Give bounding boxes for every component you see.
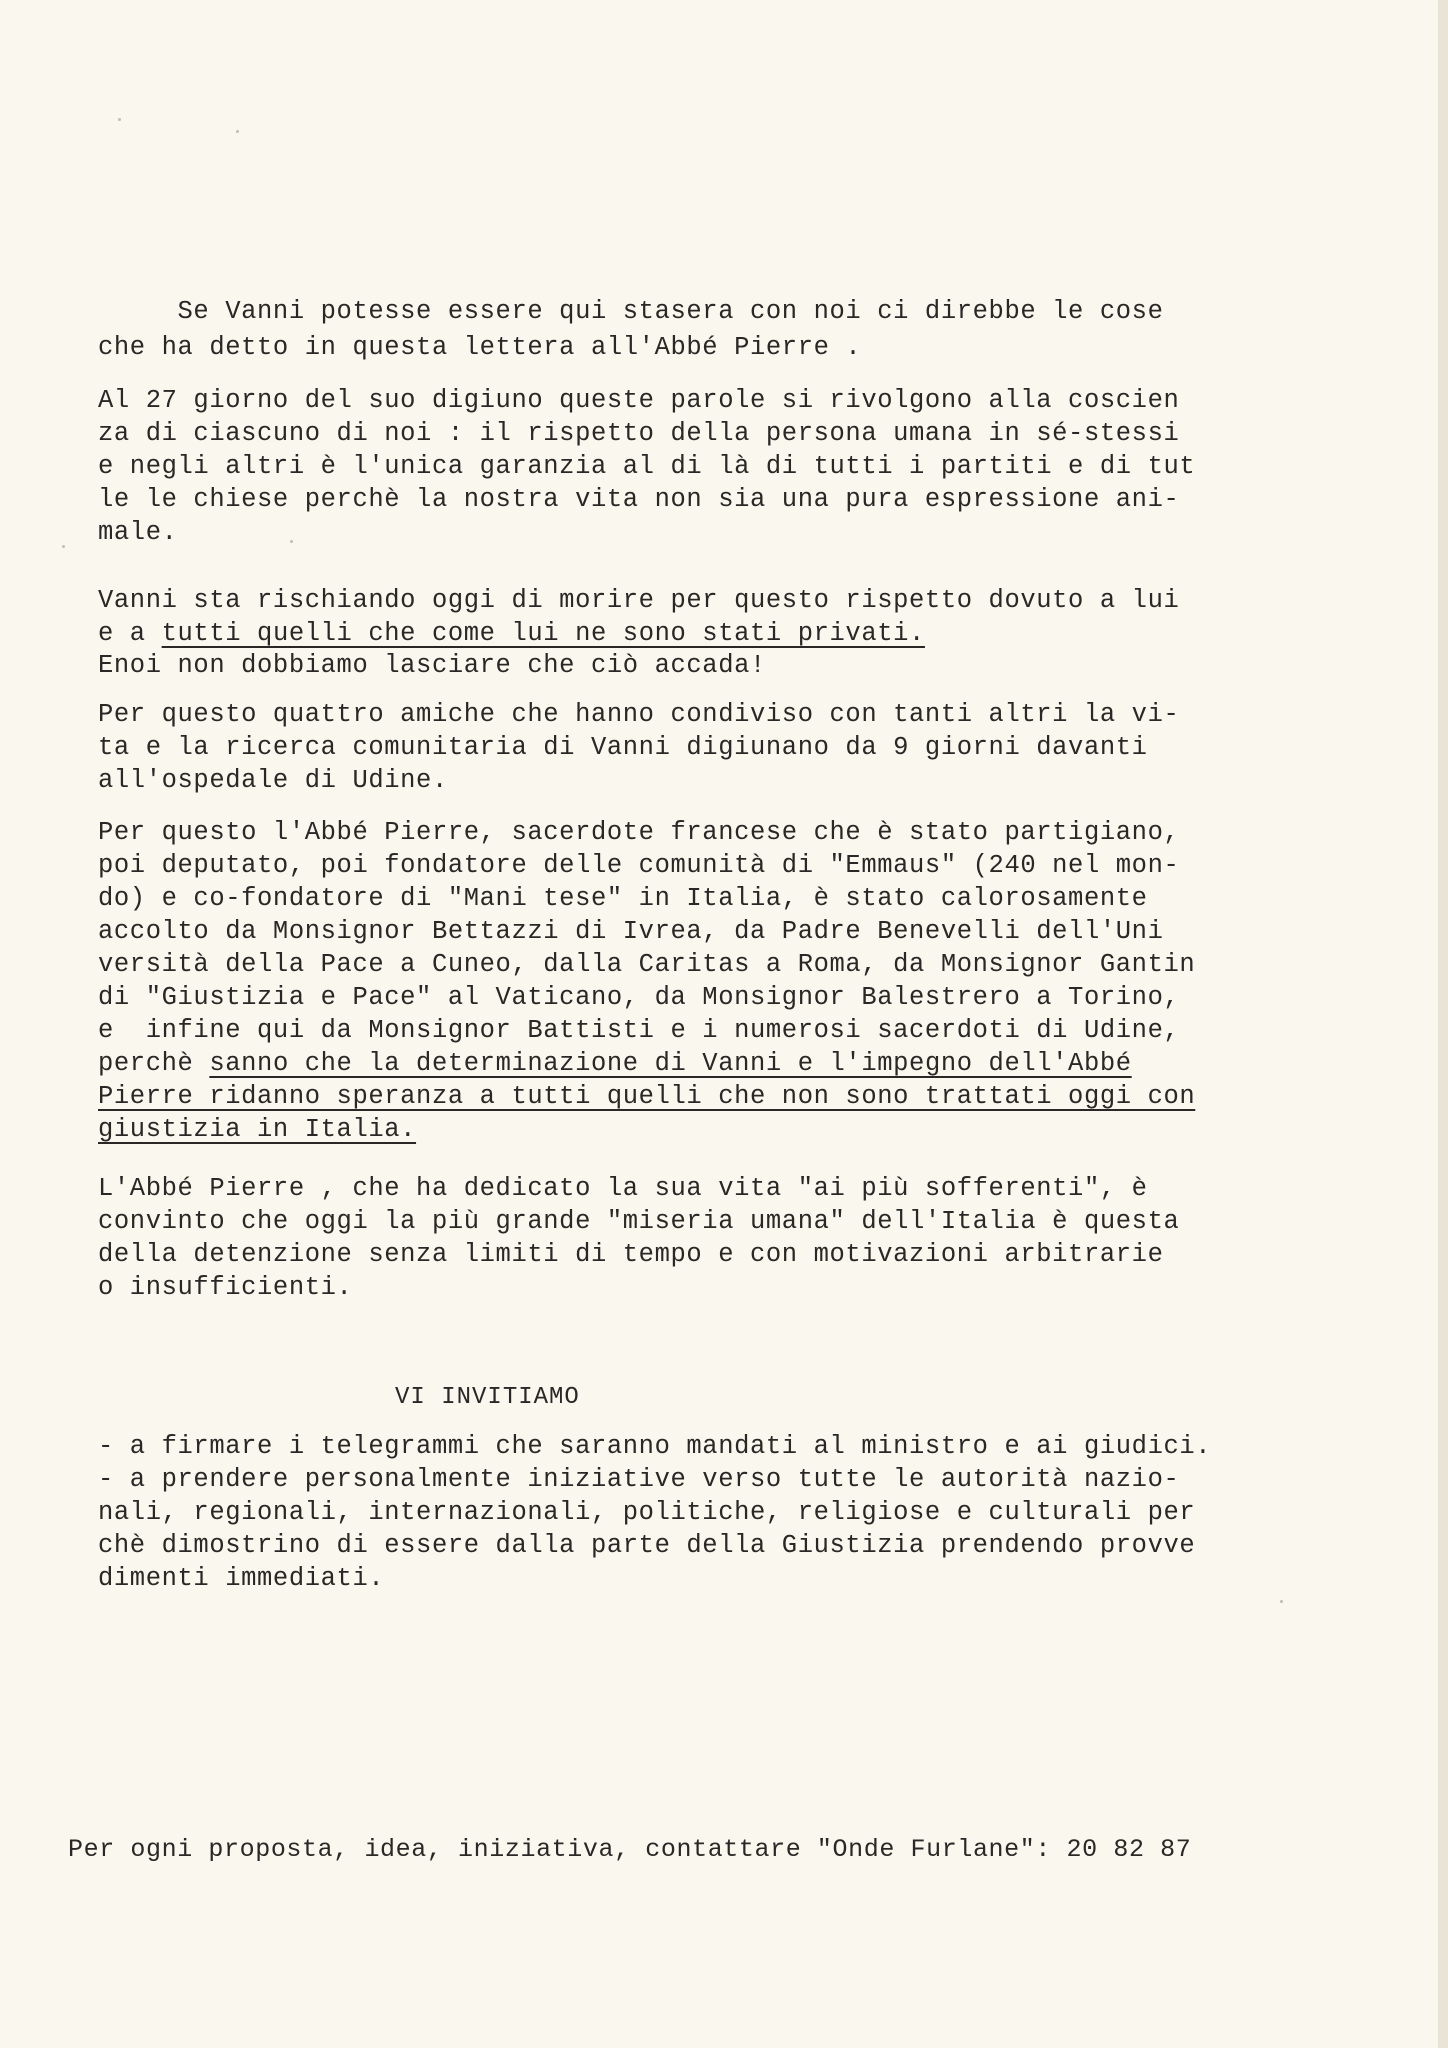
text-line: dimenti immediati. [98, 1564, 385, 1593]
text-line: e infine qui da Monsignor Battisti e i numerosi sacerdoti di Udine, [98, 1016, 1180, 1045]
text-line [98, 619, 925, 649]
text-line: male. [98, 518, 178, 547]
text-line: - a firmare i telegrammi che saranno mandati al ministro e ai giudici. [98, 1432, 1212, 1461]
text-line: ta e la ricerca comunitaria di Vanni digiunano da 9 giorni davanti [98, 733, 1148, 762]
text-line: che ha detto in questa lettera all'Abbé Pierre . [98, 333, 862, 362]
text-line: all'ospedale di Udine. [98, 766, 448, 795]
paper-speck [118, 118, 121, 121]
text-line: della detenzione senza limiti di tempo e con motivazioni arbitrarie [98, 1240, 1164, 1269]
text-line: e negli altri è l'unica garanzia al di là di tutti i partiti e di tut [98, 452, 1196, 481]
text-line: za di ciascuno di noi : il rispetto della persona umana in sé-stessi [98, 419, 1180, 448]
footer-contact: Per ogni proposta, idea, iniziativa, contattare "Onde Furlane": 20 82 87 [68, 1835, 1192, 1864]
text-line: versità della Pace a Cuneo, dalla Caritas a Roma, da Monsignor Gantin [98, 950, 1196, 979]
paper-speck [290, 540, 293, 543]
underlined-text: Pierre ridanno speranza a tutti quelli che non sono trattati oggi con [98, 1082, 1196, 1111]
paper-speck [1280, 1600, 1283, 1603]
paper-speck [62, 545, 65, 548]
underlined-text: giustizia in Italia. [98, 1115, 417, 1144]
text-line [98, 1049, 1132, 1079]
text-line: chè dimostrino di essere dalla parte della Giustizia prendendo provve [98, 1531, 1196, 1560]
text-line: convinto che oggi la più grande "miseria umana" dell'Italia è questa [98, 1207, 1180, 1236]
section-heading: VI INVITIAMO [395, 1384, 580, 1411]
text-line: - a prendere personalmente iniziative verso tutte le autorità nazio- [98, 1465, 1180, 1494]
text-line: Vanni sta rischiando oggi di morire per questo rispetto dovuto a lui [98, 586, 1180, 615]
text-line: di "Giustizia e Pace" al Vaticano, da Monsignor Balestrero a Torino, [98, 983, 1180, 1012]
text-line: o insufficienti. [98, 1273, 353, 1302]
text-line: Enoi non dobbiamo lasciare che ciò accada! [98, 651, 766, 680]
text-line: do) e co-fondatore di "Mani tese" in Italia, è stato calorosamente [98, 884, 1148, 913]
text-line: L'Abbé Pierre , che ha dedicato la sua vita "ai più sofferenti", è [98, 1174, 1148, 1203]
text-line: nali, regionali, internazionali, politiche, religiose e culturali per [98, 1498, 1196, 1527]
text-line: Se Vanni potesse essere qui stasera con noi ci direbbe le cose [98, 297, 1164, 326]
text-line: poi deputato, poi fondatore delle comunità di "Emmaus" (240 nel mon- [98, 851, 1180, 880]
paper-speck [236, 130, 239, 133]
underlined-text: tutti quelli che come lui ne sono stati privati. [161, 619, 925, 648]
text-segment: perchè [98, 1049, 210, 1078]
text-segment: e a [98, 619, 162, 648]
text-line: Per questo quattro amiche che hanno condiviso con tanti altri la vi- [98, 700, 1180, 729]
text-line: accolto da Monsignor Bettazzi di Ivrea, da Padre Benevelli dell'Uni [98, 917, 1164, 946]
text-line: le le chiese perchè la nostra vita non sia una pura espressione ani- [98, 485, 1180, 514]
underlined-text: sanno che la determinazione di Vanni e l'impegno dell'Abbé [209, 1049, 1132, 1078]
text-line: Per questo l'Abbé Pierre, sacerdote francese che è stato partigiano, [98, 818, 1180, 847]
text-line: Al 27 giorno del suo digiuno queste parole si rivolgono alla coscien [98, 386, 1180, 415]
